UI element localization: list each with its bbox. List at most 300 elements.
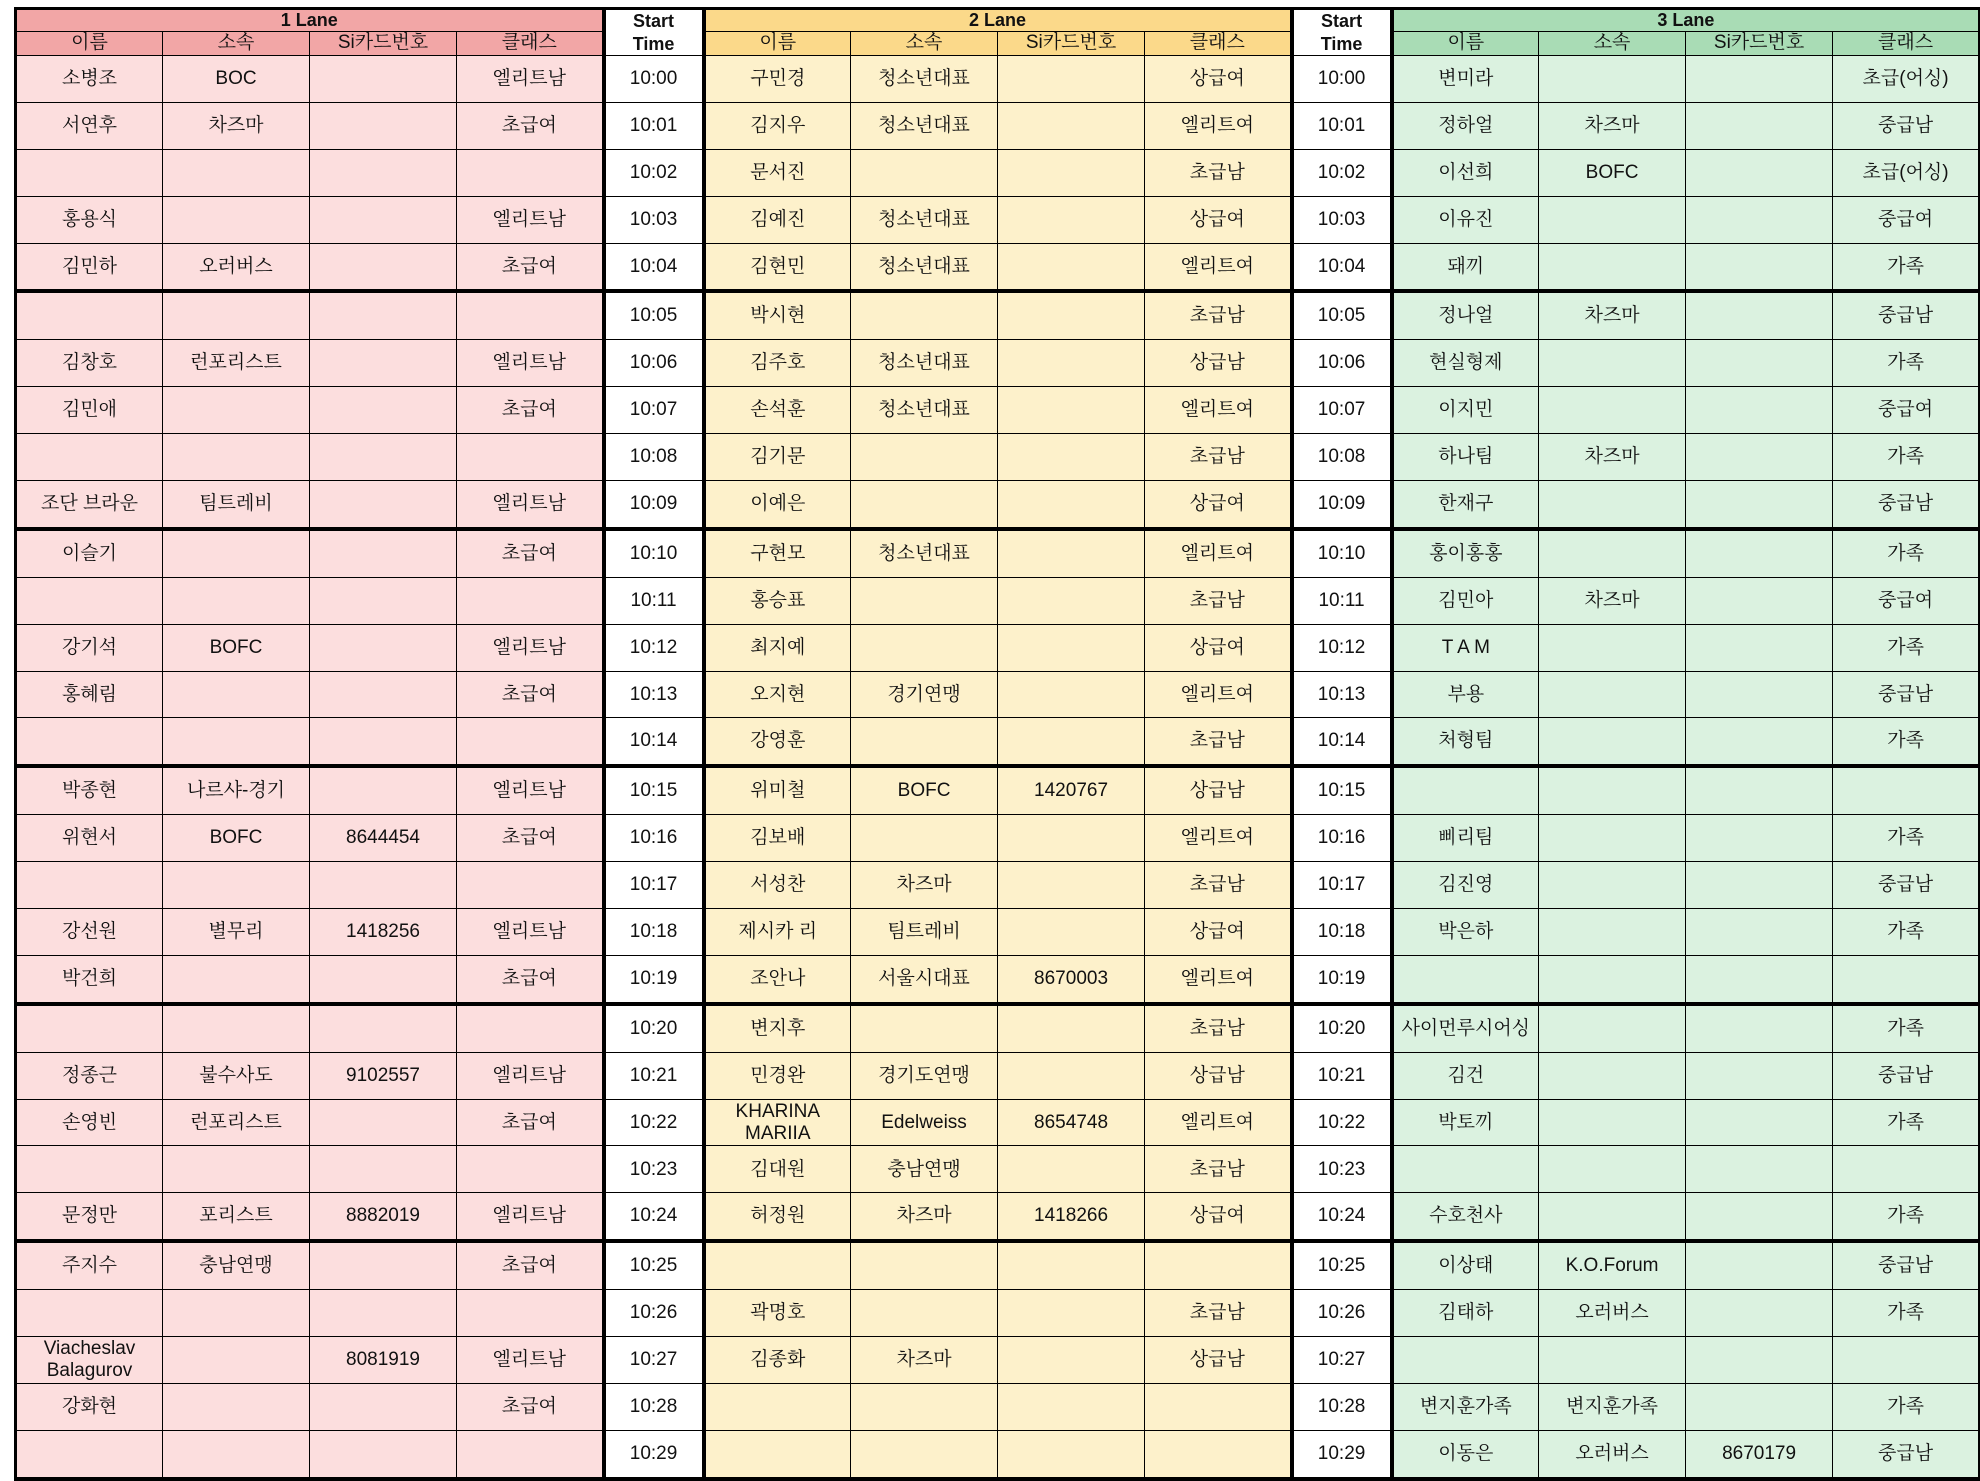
- lane2-start-time-cell: 10:09: [604, 481, 704, 529]
- lane2-start-time-cell: 10:20: [604, 1004, 704, 1052]
- lane3-start-time-cell: 10:14: [1292, 718, 1392, 766]
- lane2-start-time-cell: 10:12: [604, 624, 704, 671]
- lane1-name-cell: 박건희: [16, 955, 163, 1003]
- lane1-class-cell: 엘리트남: [457, 340, 604, 387]
- table-row: [16, 1241, 1980, 1289]
- lane1-club-cell: 나르샤-경기: [163, 766, 310, 814]
- lane3-club-cell: [1539, 1337, 1686, 1384]
- table-row: [16, 1383, 1980, 1430]
- lane3-si-cell: [1686, 766, 1833, 814]
- lane2-club-cell: 청소년대표: [851, 387, 998, 434]
- lane2-club-cell: 차즈마: [851, 1193, 998, 1241]
- lane3-si-cell: [1686, 481, 1833, 529]
- lane1-title: 1 Lane: [16, 9, 604, 32]
- table-row: [16, 1052, 1980, 1099]
- lane2-class-cell: 엘리트여: [1145, 243, 1292, 291]
- lane2-name-cell: 홍승표: [704, 577, 851, 624]
- lane3-class-cell: 가족: [1833, 718, 1980, 766]
- lane1-class-cell: 엘리트남: [457, 1337, 604, 1384]
- lane3-start-time-cell: 10:00: [1292, 56, 1392, 103]
- lane1-col-class: 클래스: [457, 31, 604, 55]
- lane2-class-cell: 초급남: [1145, 291, 1292, 339]
- lane1-class-cell: 초급여: [457, 1099, 604, 1146]
- lane2-start-time-cell: 10:26: [604, 1290, 704, 1337]
- lane1-class-cell: 초급여: [457, 671, 604, 718]
- lane2-name-cell: 김지우: [704, 102, 851, 149]
- lane2-club-cell: 청소년대표: [851, 102, 998, 149]
- table-row: [16, 671, 1980, 718]
- lane3-class-cell: 가족: [1833, 529, 1980, 577]
- lane3-class-cell: [1833, 955, 1980, 1003]
- lane3-si-cell: [1686, 434, 1833, 481]
- lane1-club-cell: 불수사도: [163, 1052, 310, 1099]
- lane1-si-cell: [310, 102, 457, 149]
- start-time-header-lane2: [604, 9, 704, 56]
- lane1-si-cell: [310, 1099, 457, 1146]
- lane2-club-cell: [851, 1383, 998, 1430]
- lane3-start-time-cell: 10:10: [1292, 529, 1392, 577]
- lane3-club-cell: 차즈마: [1539, 577, 1686, 624]
- lane3-start-time-cell: 10:18: [1292, 909, 1392, 956]
- lane1-si-cell: [310, 1004, 457, 1052]
- table-row: [16, 955, 1980, 1003]
- lane1-name-cell: 주지수: [16, 1241, 163, 1289]
- lane3-si-cell: [1686, 718, 1833, 766]
- lane1-si-cell: 9102557: [310, 1052, 457, 1099]
- lane3-club-cell: K.O.Forum: [1539, 1241, 1686, 1289]
- lane1-name-cell: 김민애: [16, 387, 163, 434]
- lane2-si-cell: [998, 1337, 1145, 1384]
- lane1-club-cell: 런포리스트: [163, 340, 310, 387]
- lane2-col-name: 이름: [704, 31, 851, 55]
- lane1-si-cell: [310, 1383, 457, 1430]
- lane1-club-cell: [163, 1290, 310, 1337]
- lane2-class-cell: [1145, 1241, 1292, 1289]
- lane2-start-time-cell: 10:04: [604, 243, 704, 291]
- lane1-name-cell: 강기석: [16, 624, 163, 671]
- lane3-start-time-cell: 10:12: [1292, 624, 1392, 671]
- lane3-si-cell: [1686, 671, 1833, 718]
- lane2-col-si: Si카드번호: [998, 31, 1145, 55]
- lane3-name-cell: 김태하: [1392, 1290, 1539, 1337]
- lane2-class-cell: 초급남: [1145, 862, 1292, 909]
- lane1-club-cell: 오러버스: [163, 243, 310, 291]
- lane2-class-cell: 상급여: [1145, 56, 1292, 103]
- lane3-club-cell: [1539, 529, 1686, 577]
- lane1-club-cell: 차즈마: [163, 102, 310, 149]
- lane3-start-time-cell: 10:22: [1292, 1099, 1392, 1146]
- lane3-name-cell: 돼끼: [1392, 243, 1539, 291]
- lane2-start-time-cell: 10:22: [604, 1099, 704, 1146]
- lane1-class-cell: 엘리트남: [457, 766, 604, 814]
- lane1-si-cell: [310, 243, 457, 291]
- lane2-si-cell: [998, 1383, 1145, 1430]
- table-row: [16, 909, 1980, 956]
- lane2-start-time-cell: 10:21: [604, 1052, 704, 1099]
- lane2-class-cell: 엘리트여: [1145, 1099, 1292, 1146]
- lane2-start-time-cell: 10:16: [604, 815, 704, 862]
- table-row: [16, 577, 1980, 624]
- table-row: [16, 1430, 1980, 1478]
- lane2-start-time-cell: 10:10: [604, 529, 704, 577]
- lane2-name-cell: 김주호: [704, 340, 851, 387]
- lane2-name-cell: 조안나: [704, 955, 851, 1003]
- lane3-club-cell: [1539, 387, 1686, 434]
- lane2-si-cell: [998, 1146, 1145, 1193]
- lane2-club-cell: [851, 1004, 998, 1052]
- lane1-club-cell: [163, 862, 310, 909]
- lane3-class-cell: 가족: [1833, 243, 1980, 291]
- lane2-name-cell: 김대원: [704, 1146, 851, 1193]
- lane2-start-time-cell: 10:29: [604, 1430, 704, 1478]
- lane3-name-cell: 김진영: [1392, 862, 1539, 909]
- lane2-class-cell: 상급여: [1145, 909, 1292, 956]
- lane2-si-cell: [998, 862, 1145, 909]
- lane2-name-cell: 최지예: [704, 624, 851, 671]
- lane3-club-cell: [1539, 340, 1686, 387]
- lane3-name-cell: 박토끼: [1392, 1099, 1539, 1146]
- lane2-start-time-cell: 10:25: [604, 1241, 704, 1289]
- lane2-name-cell: [704, 1383, 851, 1430]
- lane3-name-cell: 이선희: [1392, 149, 1539, 196]
- lane2-si-cell: [998, 481, 1145, 529]
- lane2-class-cell: 엘리트여: [1145, 102, 1292, 149]
- table-row: [16, 387, 1980, 434]
- lane3-class-cell: [1833, 1146, 1980, 1193]
- lane3-name-cell: 정하얼: [1392, 102, 1539, 149]
- lane3-club-cell: [1539, 1193, 1686, 1241]
- lane3-club-cell: [1539, 196, 1686, 243]
- lane1-col-name: 이름: [16, 31, 163, 55]
- lane3-si-cell: [1686, 529, 1833, 577]
- lane2-club-cell: [851, 577, 998, 624]
- lane3-si-cell: [1686, 1099, 1833, 1146]
- lane3-si-cell: 8670179: [1686, 1430, 1833, 1478]
- lane3-club-cell: [1539, 718, 1686, 766]
- lane3-start-time-cell: 10:05: [1292, 291, 1392, 339]
- lane3-club-cell: [1539, 862, 1686, 909]
- lane3-club-cell: [1539, 1004, 1686, 1052]
- lane3-si-cell: [1686, 624, 1833, 671]
- lane2-si-cell: [998, 577, 1145, 624]
- lane3-name-cell: 이지민: [1392, 387, 1539, 434]
- lane1-si-cell: [310, 340, 457, 387]
- lane2-si-cell: 1418266: [998, 1193, 1145, 1241]
- lane1-name-cell: 서연후: [16, 102, 163, 149]
- lane2-class-cell: 초급남: [1145, 577, 1292, 624]
- lane1-si-cell: [310, 577, 457, 624]
- lane3-si-cell: [1686, 1290, 1833, 1337]
- lane2-si-cell: [998, 1052, 1145, 1099]
- lane2-si-cell: [998, 243, 1145, 291]
- lane3-start-time-cell: 10:16: [1292, 815, 1392, 862]
- lane3-start-time-cell: 10:24: [1292, 1193, 1392, 1241]
- table-row: [16, 1193, 1980, 1241]
- lane2-class-cell: 상급남: [1145, 766, 1292, 814]
- lane3-start-time-cell: 10:04: [1292, 243, 1392, 291]
- lane3-club-cell: [1539, 1146, 1686, 1193]
- lane2-si-cell: [998, 909, 1145, 956]
- lane1-si-cell: [310, 196, 457, 243]
- lane3-start-time-cell: 10:01: [1292, 102, 1392, 149]
- lane3-start-time-cell: 10:27: [1292, 1337, 1392, 1384]
- lane1-name-cell: [16, 291, 163, 339]
- lane2-club-cell: [851, 1430, 998, 1478]
- lane1-si-cell: 8081919: [310, 1337, 457, 1384]
- lane2-name-cell: 구현모: [704, 529, 851, 577]
- lane3-class-cell: 가족: [1833, 1099, 1980, 1146]
- lane3-si-cell: [1686, 1241, 1833, 1289]
- lane3-start-time-cell: 10:15: [1292, 766, 1392, 814]
- lane3-si-cell: [1686, 862, 1833, 909]
- lane2-si-cell: [998, 56, 1145, 103]
- lane2-name-cell: [704, 1241, 851, 1289]
- lane2-club-cell: [851, 481, 998, 529]
- lane3-name-cell: [1392, 1146, 1539, 1193]
- lane2-class-cell: 엘리트여: [1145, 671, 1292, 718]
- lane3-name-cell: 이유진: [1392, 196, 1539, 243]
- lane2-class-cell: [1145, 1383, 1292, 1430]
- lane3-si-cell: [1686, 955, 1833, 1003]
- lane2-class-cell: 초급남: [1145, 1004, 1292, 1052]
- lane1-class-cell: [457, 577, 604, 624]
- lane2-si-cell: [998, 718, 1145, 766]
- lane1-si-cell: 1418256: [310, 909, 457, 956]
- lane3-club-cell: [1539, 1052, 1686, 1099]
- lane3-col-club: 소속: [1539, 31, 1686, 55]
- lane2-name-cell: 서성찬: [704, 862, 851, 909]
- lane1-class-cell: 초급여: [457, 243, 604, 291]
- lane3-si-cell: [1686, 291, 1833, 339]
- lane2-title: 2 Lane: [704, 9, 1292, 32]
- start-time-header-lane3: [1292, 9, 1392, 56]
- lane1-club-cell: [163, 149, 310, 196]
- table-row: [16, 340, 1980, 387]
- lane1-name-cell: 손영빈: [16, 1099, 163, 1146]
- lane2-start-time-cell: 10:08: [604, 434, 704, 481]
- lane3-class-cell: 중급여: [1833, 387, 1980, 434]
- lane1-name-cell: 정종근: [16, 1052, 163, 1099]
- lane1-si-cell: [310, 671, 457, 718]
- lane3-club-cell: 차즈마: [1539, 434, 1686, 481]
- lane1-club-cell: [163, 1004, 310, 1052]
- lane3-class-cell: 중급남: [1833, 862, 1980, 909]
- lane3-name-cell: 김민아: [1392, 577, 1539, 624]
- lane1-si-cell: [310, 56, 457, 103]
- lane2-si-cell: [998, 340, 1145, 387]
- lane2-start-time-cell: 10:11: [604, 577, 704, 624]
- lane1-class-cell: [457, 862, 604, 909]
- table-row: [16, 1337, 1980, 1384]
- lane2-class-cell: 초급남: [1145, 149, 1292, 196]
- lane3-class-cell: 중급여: [1833, 196, 1980, 243]
- lane3-name-cell: 하나팀: [1392, 434, 1539, 481]
- lane1-name-cell: Viacheslav Balagurov: [16, 1337, 163, 1384]
- lane2-club-cell: 경기연맹: [851, 671, 998, 718]
- lane3-class-cell: 가족: [1833, 1383, 1980, 1430]
- lane3-si-cell: [1686, 102, 1833, 149]
- lane2-start-time-cell: 10:28: [604, 1383, 704, 1430]
- lane3-si-cell: [1686, 56, 1833, 103]
- lane3-si-cell: [1686, 1146, 1833, 1193]
- lane3-si-cell: [1686, 243, 1833, 291]
- lane2-name-cell: 허정원: [704, 1193, 851, 1241]
- lane1-si-cell: [310, 718, 457, 766]
- lane2-name-cell: 김보배: [704, 815, 851, 862]
- lane1-name-cell: [16, 1146, 163, 1193]
- lane2-club-cell: 청소년대표: [851, 196, 998, 243]
- lane1-si-cell: [310, 149, 457, 196]
- lane2-name-cell: 김예진: [704, 196, 851, 243]
- lane3-title: 3 Lane: [1392, 9, 1980, 32]
- lane1-name-cell: [16, 1004, 163, 1052]
- lane3-start-time-cell: 10:19: [1292, 955, 1392, 1003]
- lane2-club-cell: 차즈마: [851, 1337, 998, 1384]
- lane3-class-cell: 초급(어싱): [1833, 149, 1980, 196]
- lane1-class-cell: 엘리트남: [457, 56, 604, 103]
- lane2-class-cell: 초급남: [1145, 434, 1292, 481]
- lane3-club-cell: 차즈마: [1539, 102, 1686, 149]
- lane1-name-cell: 김창호: [16, 340, 163, 387]
- lane1-club-cell: [163, 1146, 310, 1193]
- lane3-start-time-cell: 10:20: [1292, 1004, 1392, 1052]
- lane2-si-cell: [998, 1430, 1145, 1478]
- lane3-col-name: 이름: [1392, 31, 1539, 55]
- lane3-class-cell: 중급남: [1833, 1430, 1980, 1478]
- lane3-class-cell: 중급남: [1833, 1241, 1980, 1289]
- lane3-club-cell: [1539, 481, 1686, 529]
- lane1-class-cell: 엘리트남: [457, 624, 604, 671]
- lane2-class-cell: 상급남: [1145, 1052, 1292, 1099]
- lane1-si-cell: [310, 387, 457, 434]
- lane2-club-cell: 청소년대표: [851, 243, 998, 291]
- lane1-class-cell: [457, 434, 604, 481]
- lane2-club-cell: 차즈마: [851, 862, 998, 909]
- lane2-name-cell: [704, 1430, 851, 1478]
- lane1-name-cell: 홍용식: [16, 196, 163, 243]
- lane2-class-cell: 초급남: [1145, 1290, 1292, 1337]
- lane3-name-cell: 정나얼: [1392, 291, 1539, 339]
- lane3-name-cell: 삐리팀: [1392, 815, 1539, 862]
- table-row: [16, 481, 1980, 529]
- lane1-si-cell: [310, 1290, 457, 1337]
- lane2-class-cell: 엘리트여: [1145, 529, 1292, 577]
- lane1-name-cell: 위현서: [16, 815, 163, 862]
- lane2-club-cell: 팀트레비: [851, 909, 998, 956]
- lane3-class-cell: 초급(어싱): [1833, 56, 1980, 103]
- lane1-class-cell: [457, 718, 604, 766]
- table-row: [16, 1099, 1980, 1146]
- lane3-start-time-cell: 10:23: [1292, 1146, 1392, 1193]
- lane3-start-time-cell: 10:21: [1292, 1052, 1392, 1099]
- lane3-name-cell: 사이먼루시어싱: [1392, 1004, 1539, 1052]
- lane3-class-cell: [1833, 766, 1980, 814]
- table-row: [16, 56, 1980, 103]
- lane2-name-cell: KHARINA MARIIA: [704, 1099, 851, 1146]
- lane3-si-cell: [1686, 1193, 1833, 1241]
- lane2-club-cell: BOFC: [851, 766, 998, 814]
- lane1-class-cell: 엘리트남: [457, 909, 604, 956]
- lane3-class-cell: 가족: [1833, 1193, 1980, 1241]
- lane1-club-cell: BOC: [163, 56, 310, 103]
- lane2-name-cell: 김현민: [704, 243, 851, 291]
- lane2-name-cell: 강영훈: [704, 718, 851, 766]
- lane3-si-cell: [1686, 1383, 1833, 1430]
- lane3-name-cell: [1392, 955, 1539, 1003]
- lane1-si-cell: [310, 862, 457, 909]
- lane1-name-cell: 박종현: [16, 766, 163, 814]
- lane3-class-cell: 중급여: [1833, 577, 1980, 624]
- lane1-class-cell: 초급여: [457, 1383, 604, 1430]
- lane3-club-cell: 차즈마: [1539, 291, 1686, 339]
- lane1-col-club: 소속: [163, 31, 310, 55]
- lane3-start-time-cell: 10:13: [1292, 671, 1392, 718]
- lane2-start-time-cell: 10:17: [604, 862, 704, 909]
- lane1-name-cell: [16, 149, 163, 196]
- lane2-name-cell: 손석훈: [704, 387, 851, 434]
- lane3-name-cell: 변미라: [1392, 56, 1539, 103]
- lane3-class-cell: 가족: [1833, 624, 1980, 671]
- lane2-start-time-cell: 10:14: [604, 718, 704, 766]
- lane3-col-class: 클래스: [1833, 31, 1980, 55]
- lane1-club-cell: [163, 387, 310, 434]
- lane1-club-cell: [163, 1430, 310, 1478]
- lane2-si-cell: [998, 815, 1145, 862]
- lane2-start-time-cell: 10:06: [604, 340, 704, 387]
- lane1-si-cell: [310, 481, 457, 529]
- lane1-name-cell: [16, 718, 163, 766]
- lane3-club-cell: [1539, 1099, 1686, 1146]
- lane1-name-cell: [16, 862, 163, 909]
- lane1-si-cell: [310, 1146, 457, 1193]
- lane1-class-cell: 초급여: [457, 387, 604, 434]
- lane2-start-time-cell: 10:07: [604, 387, 704, 434]
- lane2-si-cell: [998, 1004, 1145, 1052]
- lane2-club-cell: 청소년대표: [851, 529, 998, 577]
- lane2-si-cell: [998, 196, 1145, 243]
- lane1-name-cell: [16, 1290, 163, 1337]
- lane1-si-cell: [310, 955, 457, 1003]
- start-time-label: Start Time: [632, 11, 675, 54]
- lane3-club-cell: [1539, 243, 1686, 291]
- lane2-club-cell: [851, 718, 998, 766]
- lane1-si-cell: [310, 434, 457, 481]
- lane1-class-cell: [457, 1430, 604, 1478]
- lane2-si-cell: 1420767: [998, 766, 1145, 814]
- lane3-si-cell: [1686, 815, 1833, 862]
- lane2-start-time-cell: 10:24: [604, 1193, 704, 1241]
- table-row: [16, 624, 1980, 671]
- lane1-class-cell: 초급여: [457, 529, 604, 577]
- lane2-name-cell: 김기문: [704, 434, 851, 481]
- lane2-start-time-cell: 10:03: [604, 196, 704, 243]
- lane2-class-cell: 상급남: [1145, 1337, 1292, 1384]
- lane1-name-cell: 조단 브라운: [16, 481, 163, 529]
- table-row: [16, 766, 1980, 814]
- lane2-club-cell: [851, 149, 998, 196]
- lane2-col-club: 소속: [851, 31, 998, 55]
- lane2-si-cell: [998, 387, 1145, 434]
- lane1-club-cell: BOFC: [163, 624, 310, 671]
- lane1-name-cell: 문정만: [16, 1193, 163, 1241]
- lane3-start-time-cell: 10:25: [1292, 1241, 1392, 1289]
- lane1-club-cell: [163, 1383, 310, 1430]
- lane3-name-cell: 이상태: [1392, 1241, 1539, 1289]
- lane3-club-cell: [1539, 815, 1686, 862]
- lane3-class-cell: 중급남: [1833, 1052, 1980, 1099]
- lane2-name-cell: 곽명호: [704, 1290, 851, 1337]
- lane3-name-cell: 변지훈가족: [1392, 1383, 1539, 1430]
